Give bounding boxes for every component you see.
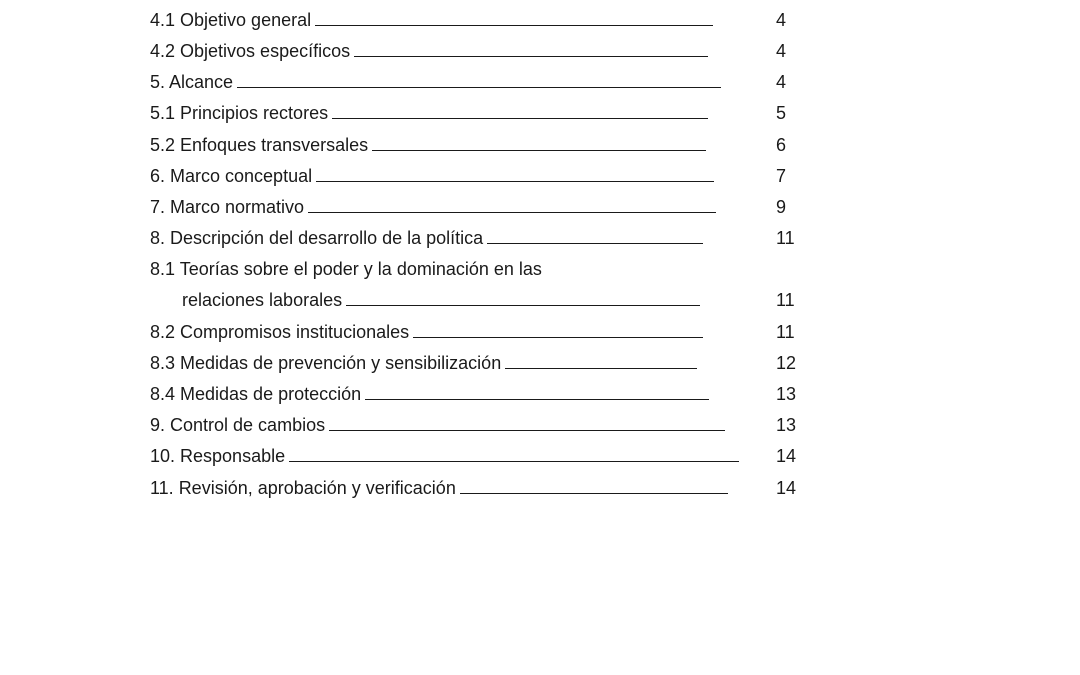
- toc-entry[interactable]: [150, 443, 739, 469]
- toc-entry[interactable]: [150, 100, 708, 126]
- toc-leader-line: [346, 287, 700, 306]
- toc-entry-page: 13: [776, 384, 797, 404]
- toc-leader-line: [289, 443, 739, 462]
- toc-entry-title: 6. Marco conceptual: [150, 166, 313, 186]
- toc-entry-page: 5: [776, 103, 787, 123]
- toc-entry-title: relaciones laborales: [182, 290, 343, 310]
- toc-entry-title: 5. Alcance: [150, 72, 234, 92]
- toc-leader-line: [372, 132, 706, 151]
- toc-entry[interactable]: [150, 350, 697, 376]
- toc-entry-title: 5.2 Enfoques transversales: [150, 135, 369, 155]
- toc-entry-title: 4.2 Objetivos específicos: [150, 41, 351, 61]
- toc-leader-line: [308, 194, 716, 213]
- toc-entry-page: 13: [776, 415, 797, 435]
- toc-leader-line: [354, 38, 708, 57]
- toc-entry[interactable]: [182, 287, 700, 313]
- toc-entry[interactable]: [150, 38, 708, 64]
- toc-entry[interactable]: [150, 381, 709, 407]
- toc-entry-title: 11. Revisión, aprobación y verificación: [150, 478, 456, 498]
- toc-entry-title: 8.1 Teorías sobre el poder y la dominación en las: [150, 259, 542, 279]
- toc-entry-page: 7: [776, 166, 787, 186]
- toc-entry-title: 8. Descripción del desarrollo de la política: [150, 228, 484, 248]
- toc-entry-title: 7. Marco normativo: [150, 197, 305, 217]
- toc-entry-title: 10. Responsable: [150, 446, 286, 466]
- toc-leader-line: [505, 350, 697, 369]
- toc-leader-line: [237, 69, 721, 88]
- toc-leader-line: [365, 381, 709, 400]
- toc-entry-page: 11: [776, 290, 795, 310]
- toc-entry-page: 12: [776, 353, 797, 373]
- toc-entry[interactable]: [150, 319, 703, 345]
- toc-entry-title: 4.1 Objetivo general: [150, 10, 312, 30]
- toc-entry[interactable]: [150, 194, 716, 220]
- toc-entry-page: 14: [776, 446, 797, 466]
- toc-leader-line: [413, 319, 703, 338]
- toc-entry-title: 8.3 Medidas de prevención y sensibilización: [150, 353, 502, 373]
- toc-leader-line: [315, 7, 713, 26]
- toc-leader-line: [332, 100, 708, 119]
- toc-entry[interactable]: [150, 69, 721, 95]
- toc-entry-page: 6: [776, 135, 787, 155]
- toc-entry[interactable]: [150, 225, 703, 251]
- toc-entry[interactable]: [150, 163, 714, 189]
- toc-entry-title: 9. Control de cambios: [150, 415, 326, 435]
- toc-entry-page: 4: [776, 41, 787, 61]
- toc-leader-line: [487, 225, 703, 244]
- toc-leader-line: [460, 475, 728, 494]
- toc-entry-title: 5.1 Principios rectores: [150, 103, 329, 123]
- toc-entry-page: 11: [776, 322, 795, 342]
- toc-entry[interactable]: [150, 475, 728, 501]
- toc-entry-page: 4: [776, 72, 787, 92]
- toc-entry[interactable]: [150, 256, 542, 282]
- toc-leader-line: [316, 163, 714, 182]
- toc-entry[interactable]: [150, 132, 706, 158]
- toc-entry[interactable]: [150, 7, 713, 33]
- toc-entry-page: 14: [776, 478, 797, 498]
- toc-leader-line: [329, 412, 725, 431]
- toc-entry-title: 8.2 Compromisos institucionales: [150, 322, 410, 342]
- toc-entry-page: 4: [776, 10, 787, 30]
- toc-entry-page: 11: [776, 228, 795, 248]
- toc-entry-page: 9: [776, 197, 787, 217]
- toc-entry-title: 8.4 Medidas de protección: [150, 384, 362, 404]
- toc-entry[interactable]: [150, 412, 725, 438]
